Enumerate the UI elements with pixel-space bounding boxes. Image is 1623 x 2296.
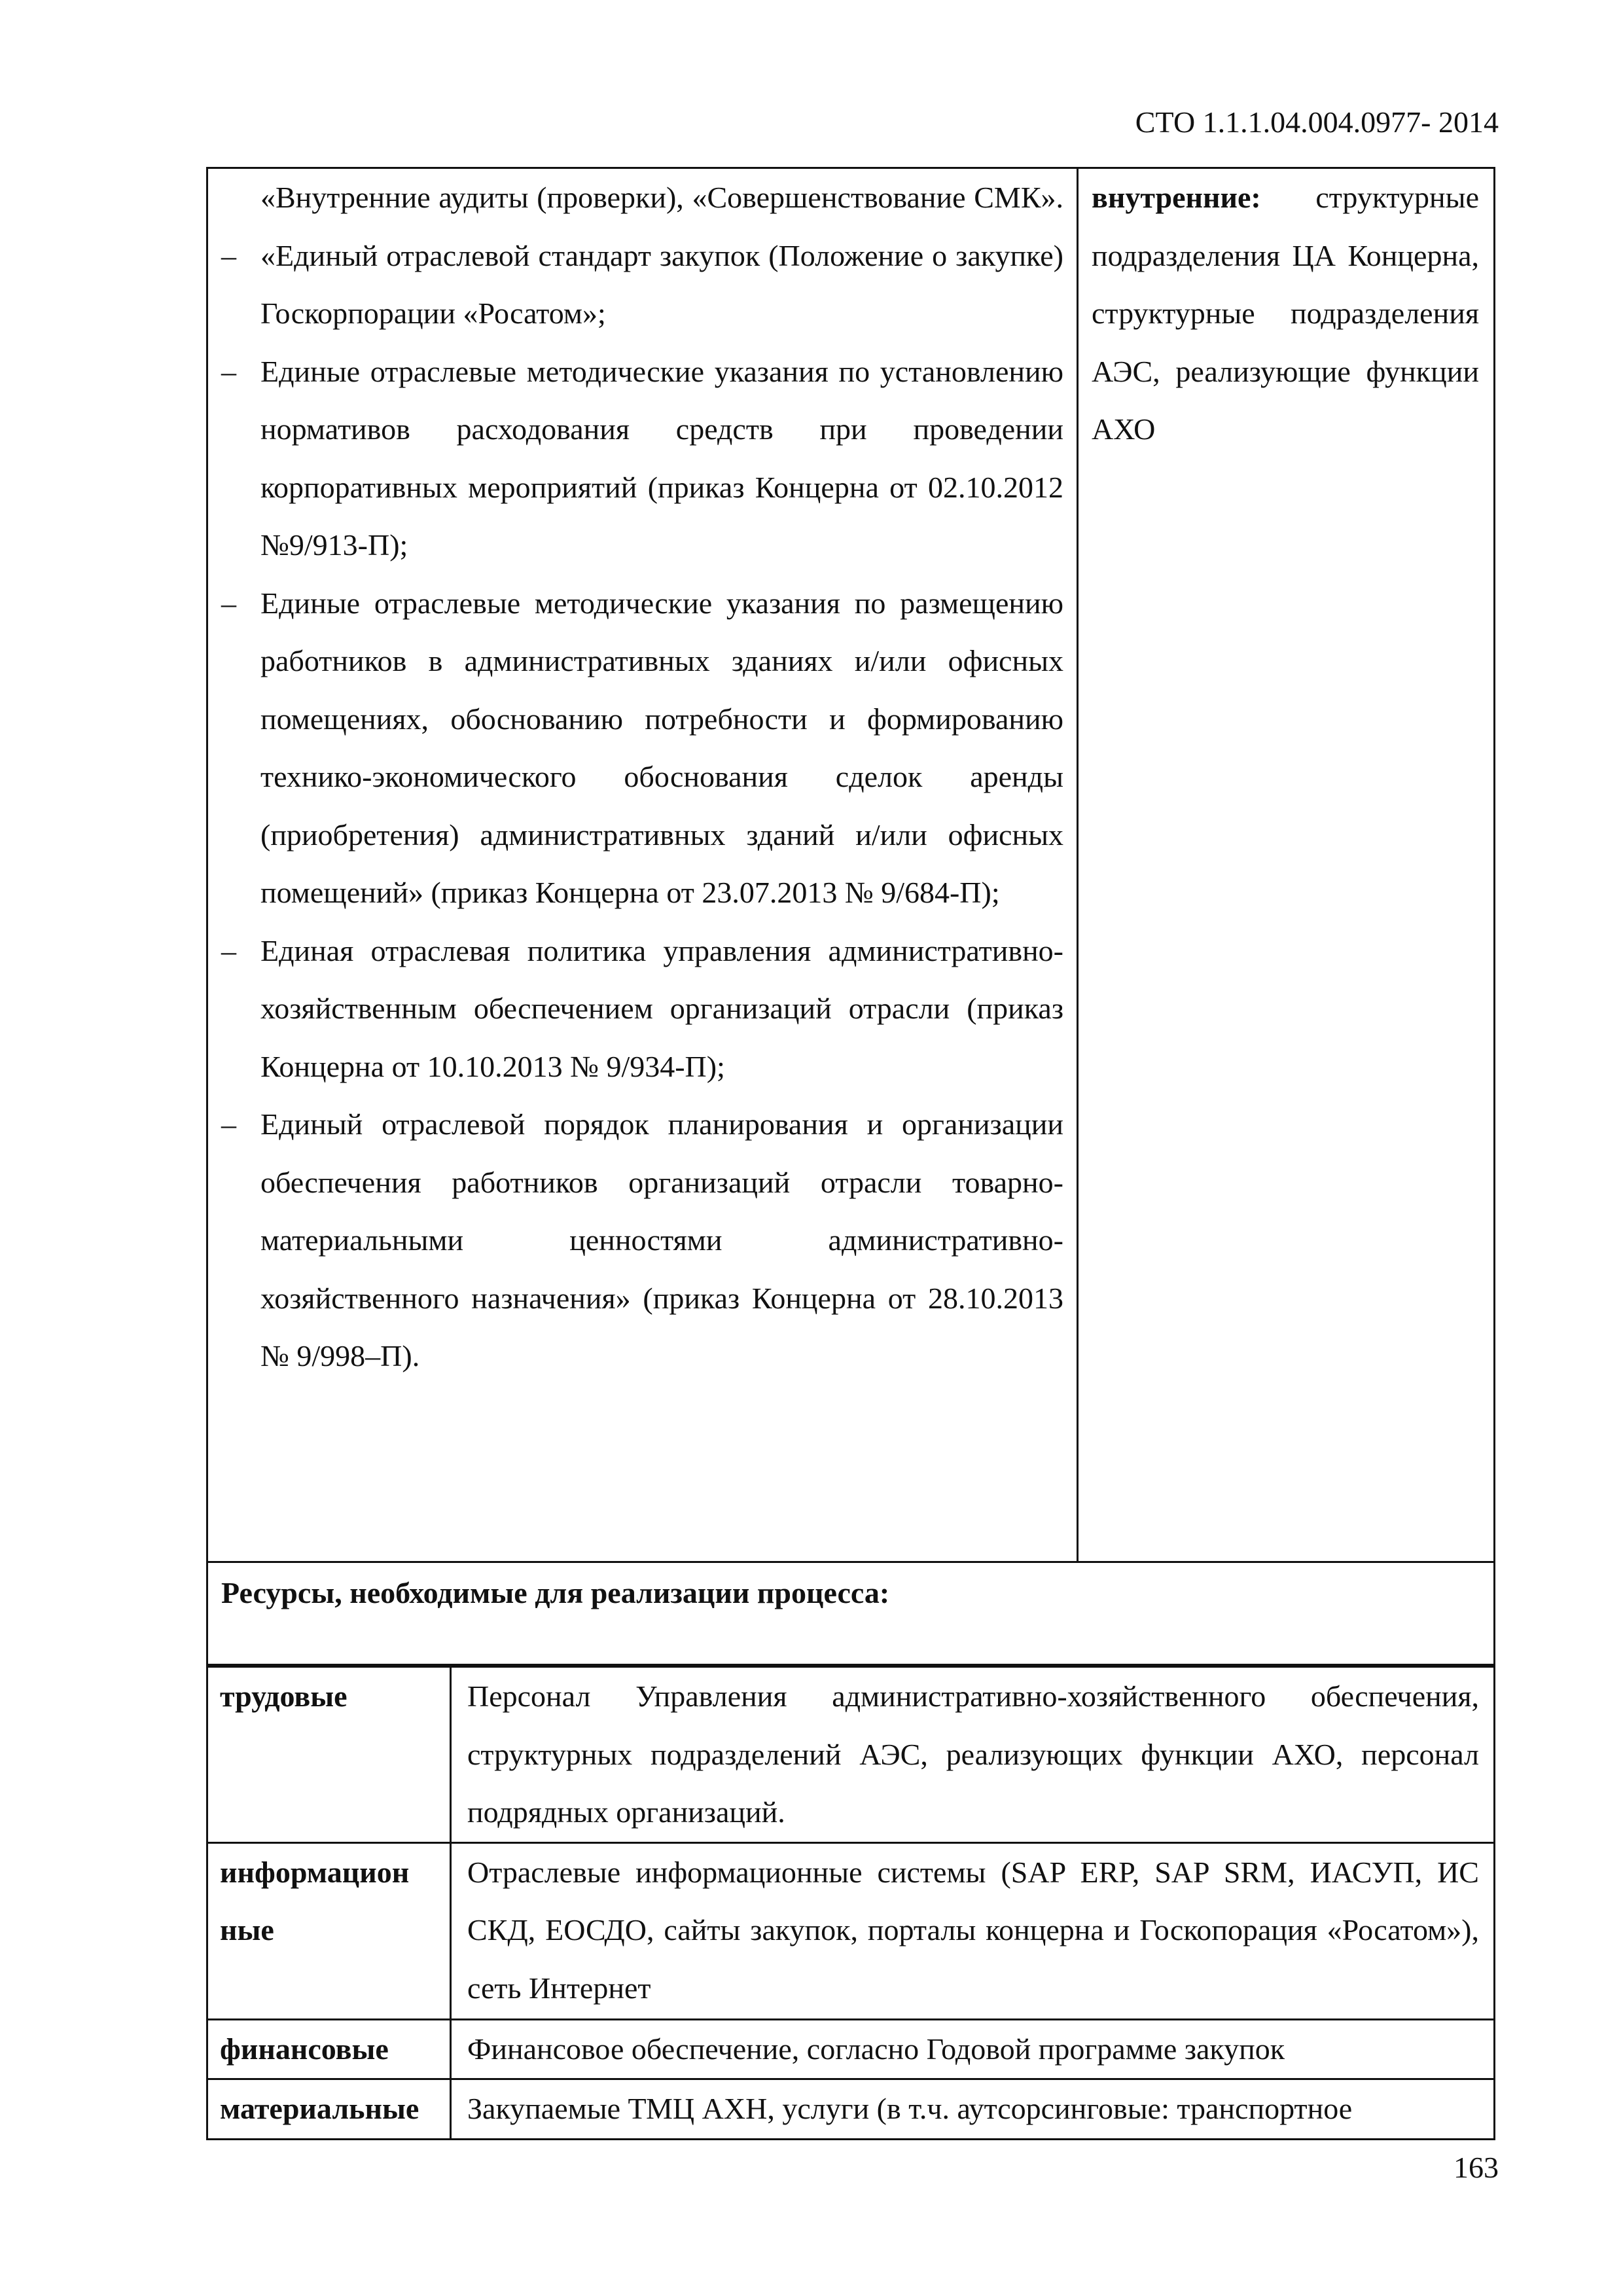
list-item bbox=[221, 343, 1063, 575]
document-code: СТО 1.1.1.04.004.0977- 2014 bbox=[1135, 105, 1499, 139]
left-intro: «Внутренние аудиты (проверки), «Совершенствование СМК». bbox=[260, 181, 1063, 214]
resource-value: Финансовое обеспечение, согласно Годовой программе закупок bbox=[451, 2019, 1495, 2079]
dash-marker: – bbox=[221, 238, 236, 272]
resources-table bbox=[206, 1666, 1495, 2140]
main-table bbox=[206, 167, 1495, 1563]
resource-value: Закупаемые ТМЦ АХН, услуги (в т.ч. аутсорсинговые: транспортное bbox=[451, 2079, 1495, 2140]
resource-label: информацион ные bbox=[207, 1842, 451, 2019]
list-item-text: Единые отраслевые методические указания по установлению нормативов расходования средств при проведении корпоративных мероприятий (приказ Концерна от 02.10.2012 №9/913-П); bbox=[260, 354, 1063, 562]
participants-text bbox=[1092, 169, 1479, 459]
table-row bbox=[207, 2079, 1495, 2140]
dash-marker: – bbox=[221, 354, 236, 388]
resource-value: Отраслевые информационные системы (SAP ERP, SAP SRM, ИАСУП, ИС СКД, ЕОСДО, сайты закупок, порталы концерна и Госкопорация «Росатом»), сеть Интернет bbox=[451, 1842, 1495, 2019]
page-number: 163 bbox=[1454, 2151, 1499, 2184]
right-column bbox=[1079, 169, 1493, 1561]
list-item-text: «Единый отраслевой стандарт закупок (Положение о закупке) Госкорпорации «Росатом»; bbox=[260, 238, 1063, 330]
list-item-text: Единая отраслевая политика управления административно-хозяйственным обеспечением организаций отрасли (приказ Концерна от 10.10.2013 № 9/934-П); bbox=[260, 933, 1063, 1083]
table-row bbox=[207, 1842, 1495, 2019]
list-item bbox=[221, 227, 1063, 343]
dash-marker: – bbox=[221, 933, 236, 967]
list-item bbox=[221, 922, 1063, 1096]
list-item-text: Единые отраслевые методические указания по размещению работников в административных зданиях и/или офисных помещениях, обоснованию потребности и формированию технико-экономического обоснования сделок аренды (приобретения) административных зданий и/или офисных помещений» (приказ Концерна от 23.07.2013 № 9/684-П); bbox=[260, 586, 1063, 909]
resources-title: Ресурсы, необходимые для реализации процесса: bbox=[221, 1576, 890, 1609]
resource-label: трудовые bbox=[207, 1667, 451, 1843]
resource-value: Персонал Управления административно-хозяйственного обеспечения, структурных подразделений АЭС, реализующих функции АХО, персонал подрядных организаций. bbox=[451, 1667, 1495, 1843]
list-item bbox=[221, 575, 1063, 922]
list-item-text: Единый отраслевой порядок планирования и организации обеспечения работников организаций отрасли товарно-материальными ценностями административно-хозяйственного назначения» (приказ Концерна от 28.10.2013 № 9/998–П). bbox=[260, 1107, 1063, 1372]
left-column bbox=[208, 169, 1079, 1561]
participants-label: внутренние: bbox=[1092, 181, 1261, 214]
resource-label: финансовые bbox=[207, 2019, 451, 2079]
dash-marker: – bbox=[221, 1107, 236, 1141]
resource-label: материальные bbox=[207, 2079, 451, 2140]
resources-header bbox=[206, 1561, 1495, 1666]
table-row bbox=[207, 1667, 1495, 1843]
participants-value: структурные подразделения ЦА Концерна, структурные подразделения АЭС, реализующие функции АХО bbox=[1092, 181, 1479, 446]
dash-marker: – bbox=[221, 586, 236, 620]
table-row bbox=[207, 2019, 1495, 2079]
list-item bbox=[221, 1096, 1063, 1386]
